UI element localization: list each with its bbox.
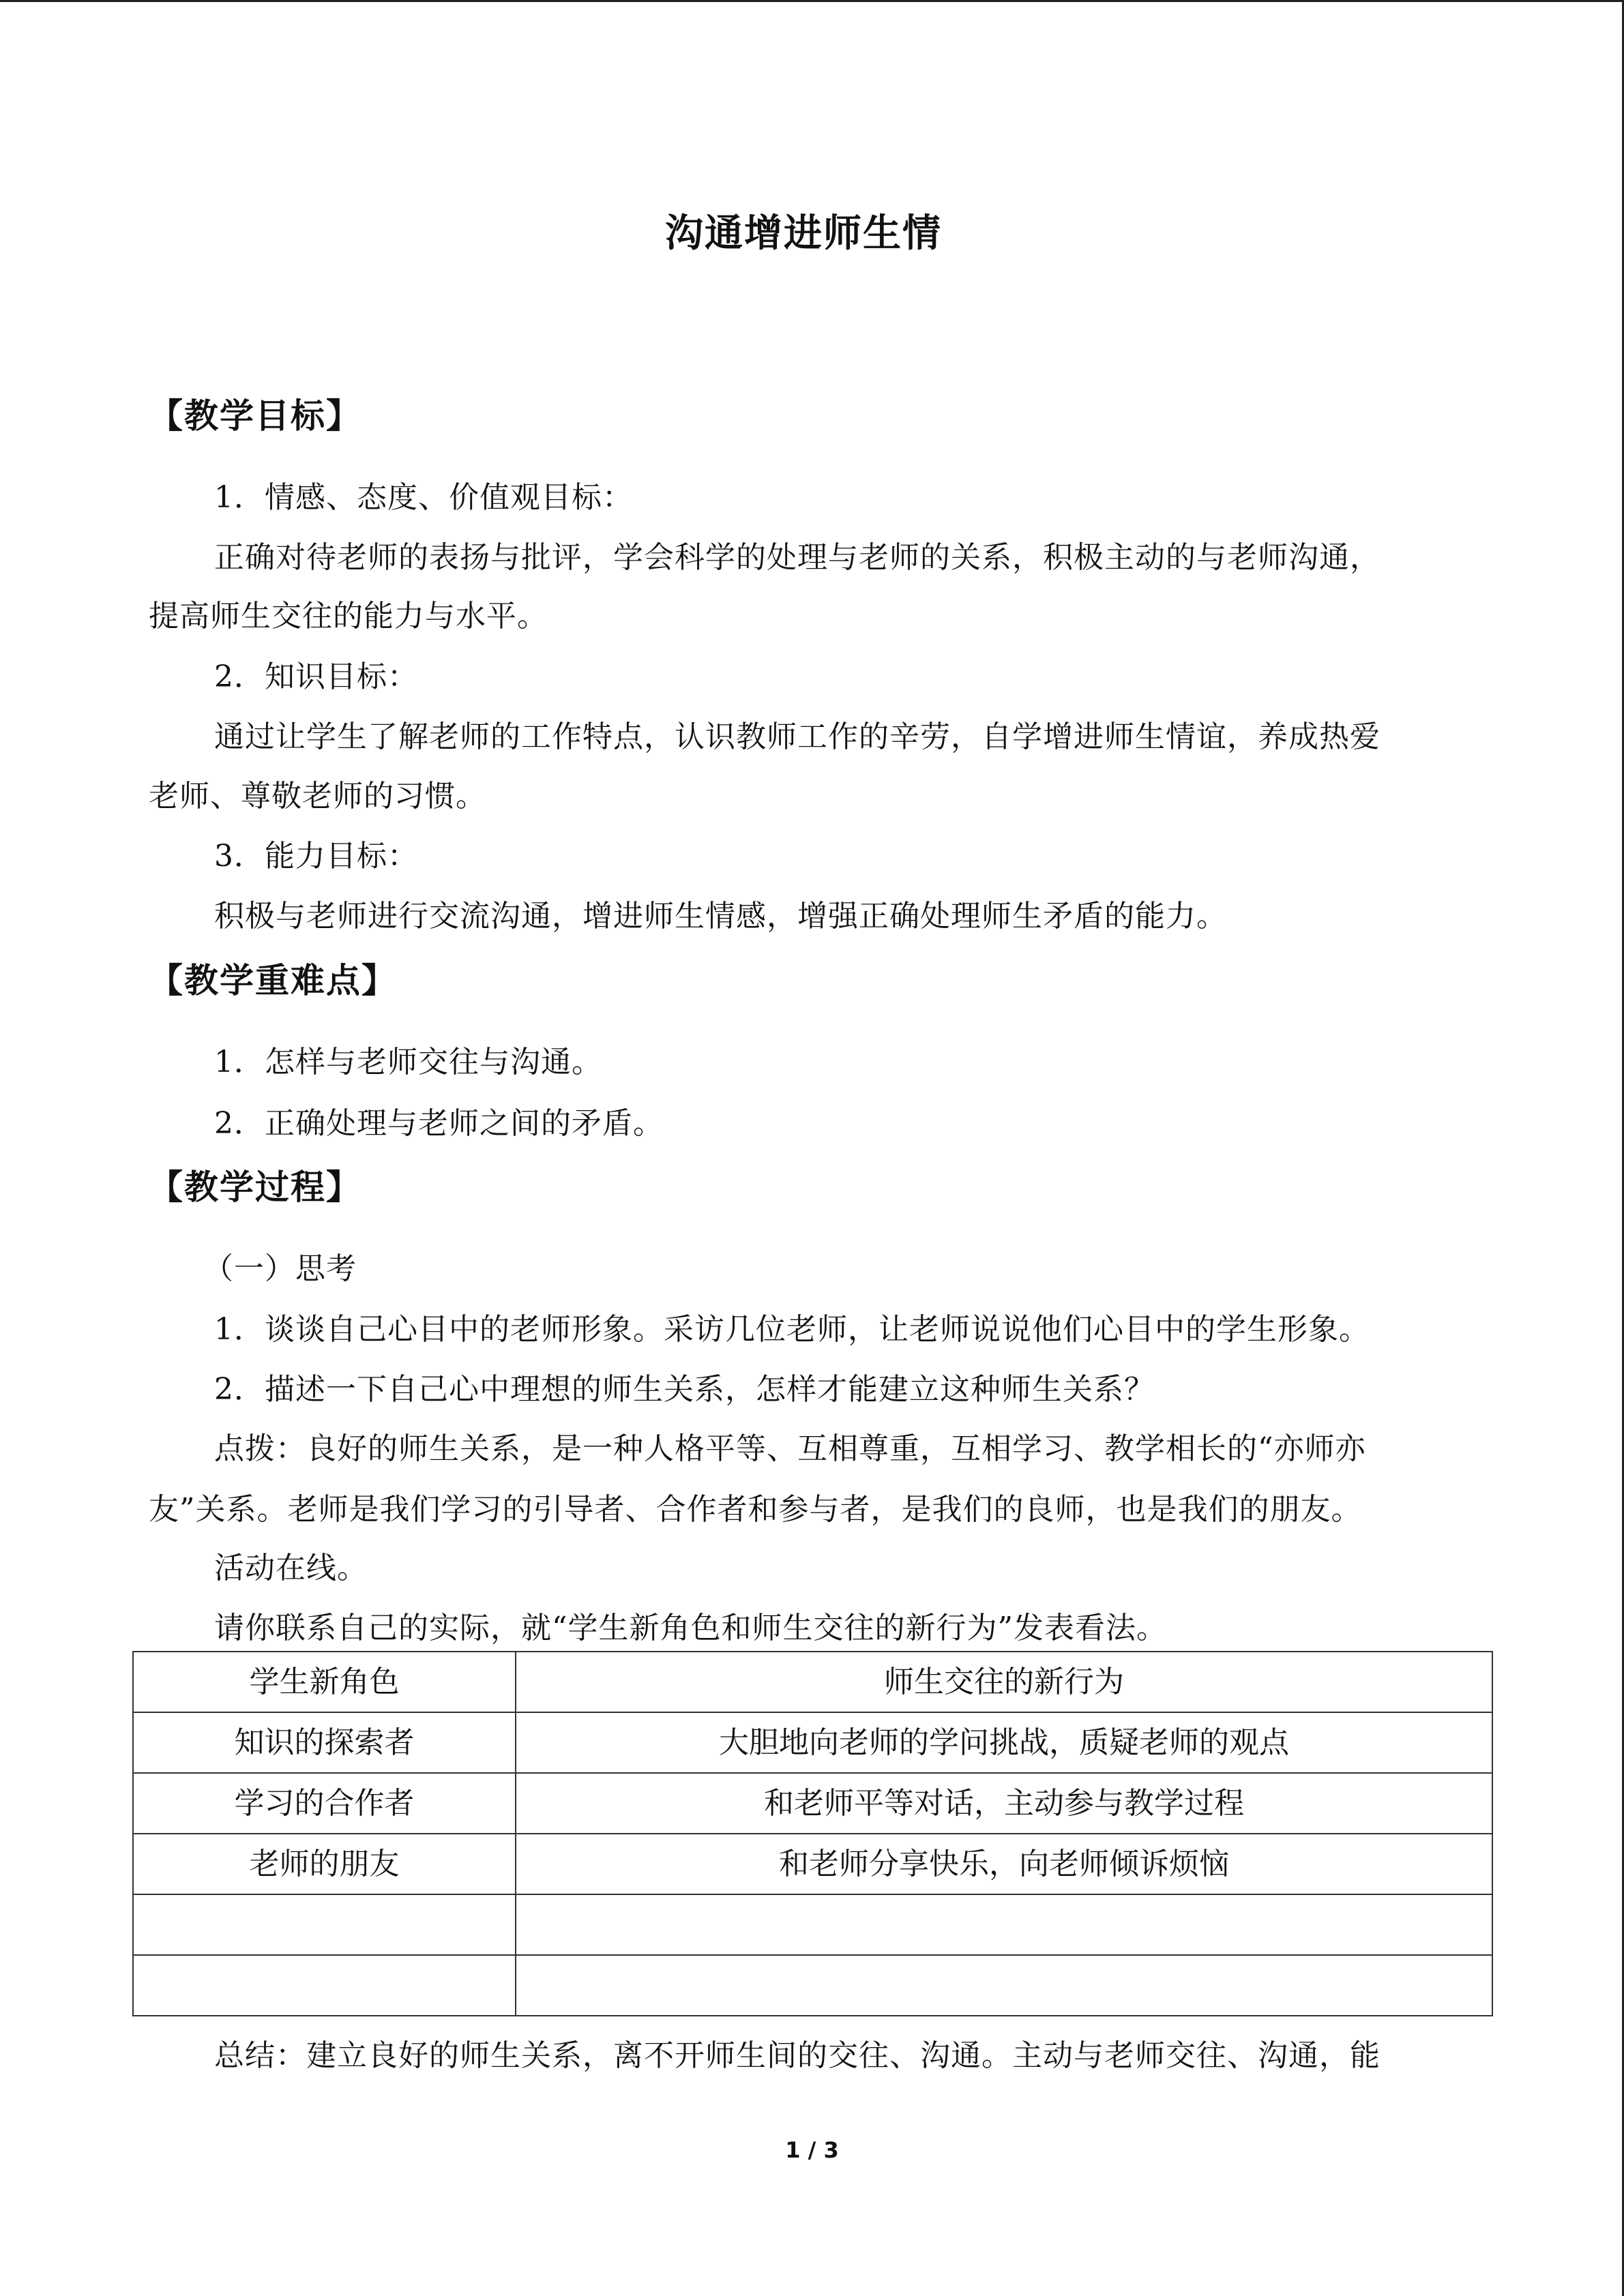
key-point-2: 2．正确处理与老师之间的矛盾。: [214, 1106, 664, 1141]
goal-item-2-label: 2．知识目标：: [214, 659, 418, 694]
process-question-1: 1．谈谈自己心目中的老师形象。采访几位老师，让老师说说他们心目中的学生形象。: [214, 1312, 1370, 1347]
table-row: [133, 1894, 1492, 1955]
table-cell: [133, 1894, 516, 1955]
table-row: [133, 1773, 1492, 1834]
key-point-1: 1．怎样与老师交往与沟通。: [214, 1045, 602, 1079]
table-cell: 老师的朋友: [133, 1834, 516, 1894]
goal-item-1-label: 1．情感、态度、价值观目标：: [214, 480, 633, 515]
goal-item-1-text: 正确对待老师的表扬与批评，学会科学的处理与老师的关系，积极主动的与老师沟通，: [214, 540, 1381, 575]
table-cell: 学习的合作者: [133, 1773, 516, 1834]
process-summary: 总结：建立良好的师生关系，离不开师生间的交往、沟通。主动与老师交往、沟通，能: [214, 2038, 1381, 2073]
table-row: [133, 1955, 1492, 2016]
table-cell: 和老师分享快乐，向老师倾诉烦恼: [516, 1834, 1492, 1894]
table-header-cell: 学生新角色: [133, 1652, 516, 1712]
process-hint: 点拨：良好的师生关系，是一种人格平等、互相尊重，互相学习、教学相长的“亦师亦: [214, 1431, 1366, 1466]
section-heading-key-points: 【教学重难点】: [149, 961, 397, 1000]
table-header-cell: 师生交往的新行为: [516, 1652, 1492, 1712]
goal-item-2-text: 通过让学生了解老师的工作特点，认识教师工作的辛劳，自学增进师生情谊，养成热爱: [214, 719, 1381, 754]
table-row: [133, 1712, 1492, 1773]
roles-behaviors-table: [132, 1651, 1493, 2016]
table-header-row: [133, 1652, 1492, 1712]
table-cell: [133, 1955, 516, 2016]
section-heading-goals: 【教学目标】: [149, 396, 361, 436]
process-hint-cont: 友”关系。老师是我们学习的引导者、合作者和参与者，是我们的良师，也是我们的朋友。: [149, 1492, 1362, 1527]
process-activity-label: 活动在线。: [214, 1551, 368, 1585]
table-cell: 和老师平等对话，主动参与教学过程: [516, 1773, 1492, 1834]
goal-item-3-text: 积极与老师进行交流沟通，增进师生情感，增强正确处理师生矛盾的能力。: [214, 899, 1227, 934]
process-question-2: 2．描述一下自己心中理想的师生关系，怎样才能建立这种师生关系？: [214, 1372, 1155, 1407]
table-cell: 大胆地向老师的学问挑战，质疑老师的观点: [516, 1712, 1492, 1773]
process-part-1-label: （一）思考: [203, 1251, 357, 1286]
goal-item-1-text-cont: 提高师生交往的能力与水平。: [149, 599, 548, 633]
section-heading-process: 【教学过程】: [149, 1167, 361, 1207]
table-cell: 知识的探索者: [133, 1712, 516, 1773]
table-cell: [516, 1955, 1492, 2016]
goal-item-2-text-cont: 老师、尊敬老师的习惯。: [149, 779, 486, 814]
goal-item-3-label: 3．能力目标：: [214, 839, 418, 874]
page-number: 1 / 3: [785, 2137, 839, 2163]
process-activity-prompt: 请你联系自己的实际，就“学生新角色和师生交往的新行为”发表看法。: [214, 1611, 1167, 1645]
page-title: 沟通增进师生情: [665, 211, 942, 256]
table-row: [133, 1834, 1492, 1894]
table-cell: [516, 1894, 1492, 1955]
